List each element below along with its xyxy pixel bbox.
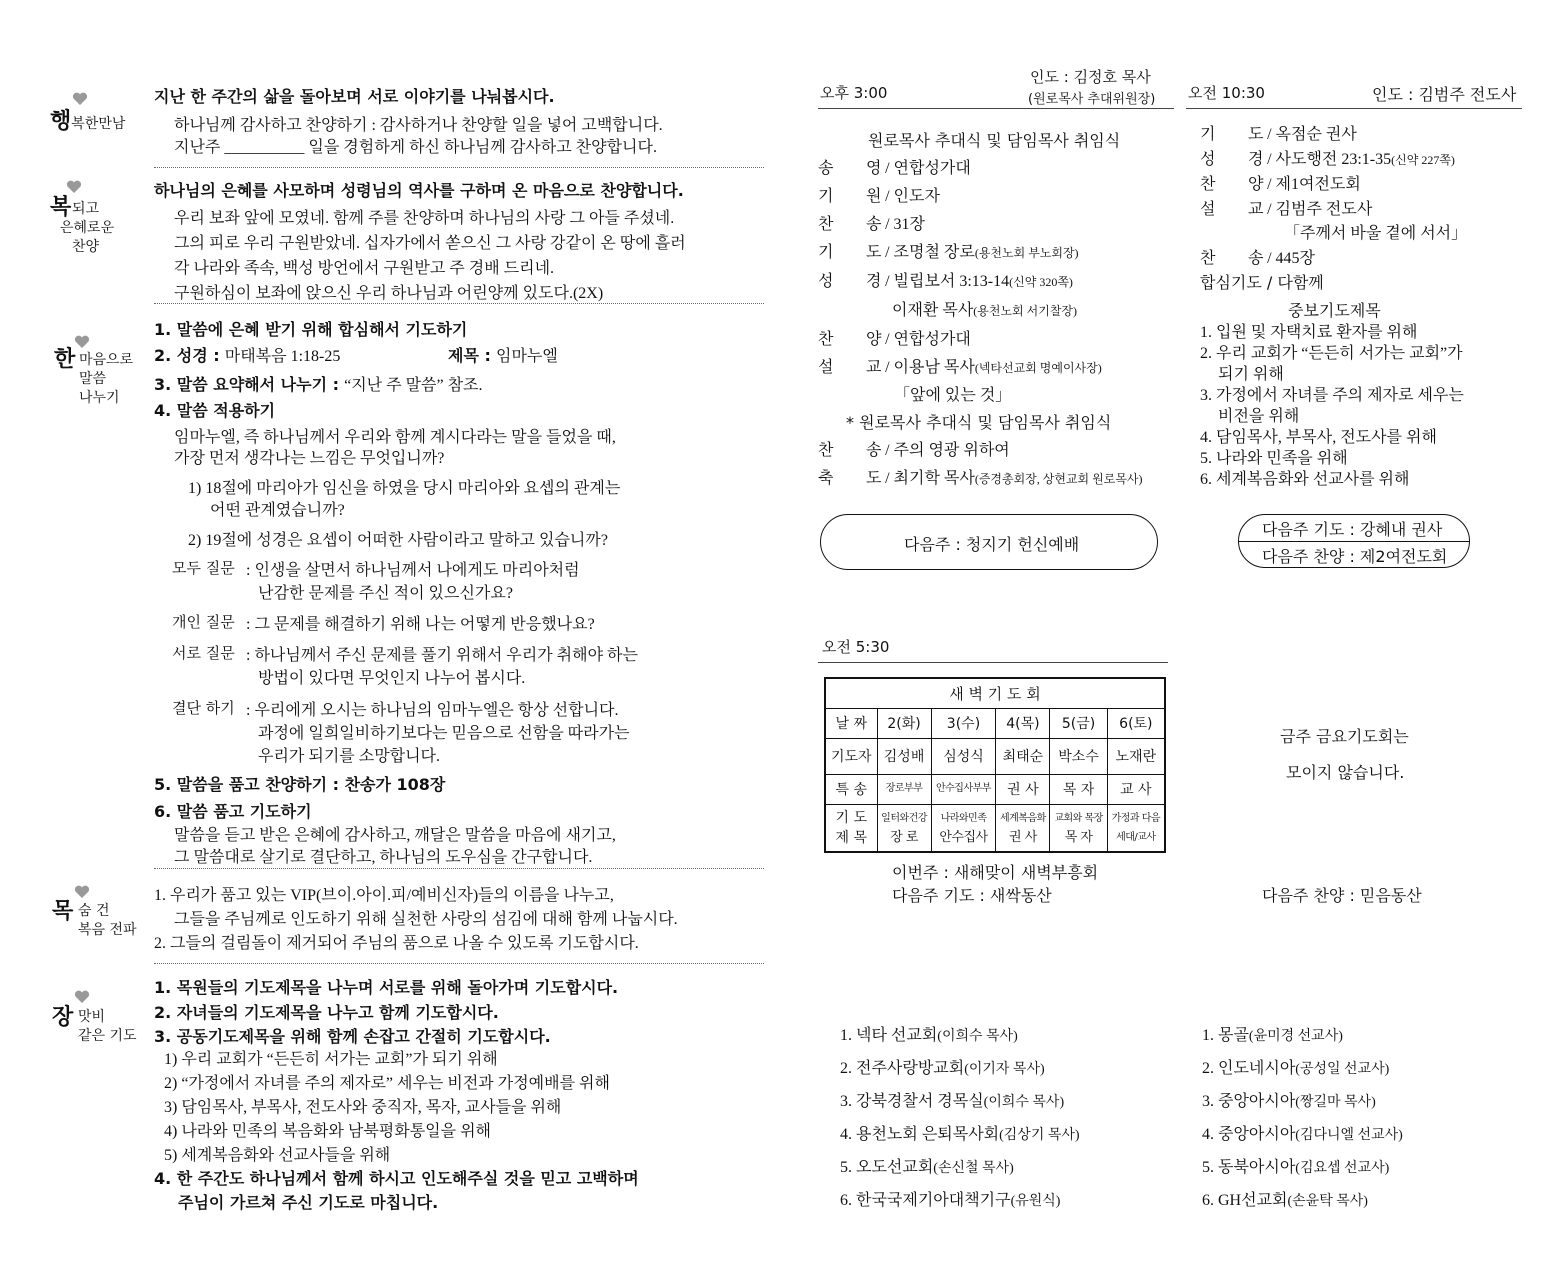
s3-q2: 2) 19절에 성경은 요셉이 어떠한 사람이라고 말하고 있습니까? — [188, 532, 608, 549]
decision-3: 우리가 되기를 소망합니다. — [258, 748, 441, 765]
am-rule — [1186, 108, 1522, 109]
pm-order — [818, 154, 1143, 493]
am-row: 설 교 / 김범주 전도사 — [1200, 199, 1373, 218]
personal-question-1: : 그 문제를 해결하기 위해 나는 어떻게 반응했나요? — [246, 616, 595, 633]
mission-item: 5. 동북아시아(김요셉 선교사) — [1202, 1159, 1390, 1176]
am-next-divider — [1238, 541, 1470, 542]
missions-right — [1202, 1020, 1403, 1218]
am-inter-list: 1. 입원 및 자택치료 환자를 위해 2. 우리 교회가 “든든히 서가는 교회”가 되기 위해 3. 가정에서 자녀를 주의 제자로 세우는 비전을 위해 4. 담임목사, 부목사, 전도사를 위해 5. 나라와 민족을 위해 6. 세계복음화와 선교사를 위해 — [1200, 324, 1464, 488]
pm-row: 성 경 / 빌립보서 3:13-14(신약 320쪽) — [818, 271, 1073, 290]
pm-leader-sub: (원로목사 추대위원장) — [1028, 92, 1156, 107]
pm-row: 기 도 / 조명철 장로(용천노회 부노회장) — [818, 242, 1079, 261]
all-question-1: : 인생을 살면서 하나님께서 나에게도 마리아처럼 — [246, 562, 580, 579]
s3-q1b: 어떤 관계였습니까? — [210, 502, 345, 519]
pm-row: 축 도 / 최기학 목사(증경총회장, 상현교회 원로목사) — [818, 468, 1143, 487]
friday-line2: 모이지 않습니다. — [1286, 763, 1405, 782]
heart-icon — [74, 335, 90, 349]
am-inter-title: 중보기도제목 — [1288, 301, 1381, 320]
dawn-special-row: 특 송 장로부부 안수집사부부 권 사 목 자 교 사 — [825, 774, 1165, 804]
s4-l2: 그들을 주님께로 인도하기 위해 실천한 사랑의 섬김에 대해 함께 나눕시다. — [174, 911, 678, 928]
section-big-2: 복 — [50, 195, 72, 220]
section-big-3: 한 — [54, 347, 76, 372]
all-question-label: 모두 질문 — [172, 559, 235, 577]
am-row: 찬 송 / 445장 — [1200, 248, 1315, 267]
section-side-5: 맛비 같은 기도 — [78, 1009, 137, 1044]
am-order — [1200, 122, 1467, 295]
dawn-rule — [818, 662, 1168, 663]
divider — [154, 303, 764, 304]
s3-item6: 6. 말씀 품고 기도하기 — [154, 802, 312, 821]
mission-item: 6. GH선교회(손윤탁 목사) — [1202, 1192, 1368, 1209]
s3-item6-2: 그 말씀대로 살기로 결단하고, 하나님의 도우심을 간구합니다. — [174, 849, 593, 866]
mission-item: 4. 용천노회 은퇴목사회(김상기 목사) — [840, 1126, 1080, 1143]
s2-title: 하나님의 은혜를 사모하며 성령님의 역사를 구하며 온 마음으로 찬양합니다. — [154, 181, 684, 200]
pm-row: 찬 양 / 연합성가대 — [818, 329, 971, 348]
s2-lyrics: 우리 보좌 앞에 모였네. 함께 주를 찬양하며 하나님의 사랑 그 아들 주셨네. 그의 피로 우리 구원받았네. 십자가에서 쏟으신 그 사랑 강같이 온 땅에 흘러 각 나라와 족속, 백성 방언에서 구원받고 주 경배 드리네. 구원하심이 보좌에 앉으신 우리 하나님과 어린양께 있도다.(2X) — [174, 210, 686, 302]
am-sermon-title: 「주께서 바울 곁에 서서」 — [1284, 225, 1468, 242]
pm-next: 다음주 : 청지기 헌신예배 — [904, 535, 1080, 554]
dawn-title: 새 벽 기 도 회 — [825, 678, 1165, 708]
am-row: 찬 양 / 제1여전도회 — [1200, 174, 1361, 193]
mission-item: 3. 중앙아시아(짱길마 목사) — [1202, 1093, 1376, 1110]
section-label-1: 행복한만남 — [50, 109, 126, 134]
section-side-4: 숨 건 복음 전파 — [78, 903, 137, 938]
pm-reader: 이재환 목사(용천노회 서기찰장) — [892, 302, 1078, 319]
pm-rule — [818, 108, 1174, 109]
s3-item1: 1. 말씀에 은혜 받기 위해 합심해서 기도하기 — [154, 320, 468, 339]
heart-icon — [74, 885, 90, 899]
s1-title: 지난 한 주간의 삶을 돌아보며 서로 이야기를 나눠봅시다. — [154, 87, 555, 106]
s5-sublist: 1) 우리 교회가 “든든히 서가는 교회”가 되기 위해 2) “가정에서 자녀를 주의 제자로” 세우는 비전과 가정예배를 위해 3) 담임목사, 부목사, 전도사와 중직자, 목자, 교사들을 위해 4) 나라와 민족의 복음화와 남북평화통일을 위해 5) 세계복음화와 선교사들을 위해 — [164, 1051, 610, 1164]
dawn-time: 오전 5:30 — [822, 638, 890, 656]
pm-row: 찬 송 / 31장 — [818, 214, 925, 233]
pm-row: 기 원 / 인도자 — [818, 186, 940, 205]
s3-item3: 3. 말씀 요약해서 나누기 : “지난 주 말씀” 참조. — [154, 375, 483, 394]
friday-next-praise: 다음주 찬양 : 믿음동산 — [1262, 886, 1422, 905]
pm-title: 원로목사 추대식 및 담임목사 취임식 — [868, 131, 1121, 150]
decision-2: 과정에 일희일비하기보다는 믿음으로 선함을 따라가는 — [258, 725, 630, 742]
dawn-next-prayer: 다음주 기도 : 새싹동산 — [892, 886, 1052, 905]
s3-intro2: 가장 먼저 생각나는 느낌은 무엇입니까? — [174, 450, 445, 467]
mission-item: 2. 인도네시아(공성일 선교사) — [1202, 1060, 1390, 1077]
mission-item: 3. 강북경찰서 경목실(이희수 목사) — [840, 1093, 1065, 1110]
s3-item6-1: 말씀을 듣고 받은 은혜에 감사하고, 깨달은 말씀을 마음에 새기고, — [174, 827, 616, 844]
pm-row: 송 영 / 연합성가대 — [818, 158, 971, 177]
s1-line2: 지난주 __________ 일을 경험하게 하신 하나님께 감사하고 찬양합니다. — [174, 139, 657, 156]
missions-left — [840, 1020, 1080, 1218]
s5-b3: 3. 공동기도제목을 위해 함께 손잡고 간절히 기도합시다. — [154, 1027, 551, 1046]
mission-item: 1. 넥타 선교회(이희수 목사) — [840, 1027, 1018, 1044]
mission-item: 2. 전주사랑방교회(이기자 목사) — [840, 1060, 1045, 1077]
am-joint-prayer: 합심기도 / 다함께 — [1200, 273, 1324, 292]
am-time: 오전 10:30 — [1188, 84, 1265, 102]
s1-line1: 하나님께 감사하고 찬양하기 : 감사하거나 찬양할 일을 넣어 고백합니다. — [174, 117, 663, 134]
dawn-topic-row: 기 도 제 목 일터와건강 장 로 나라와민족 안수집사 세계복음화 권 사 교회와 목장 목 자 가정과 다음 세대/교사 — [825, 804, 1165, 852]
mission-item: 5. 오도선교회(손신철 목사) — [840, 1159, 1014, 1176]
mutual-question-1: : 하나님께서 주신 문제를 풀기 위해서 우리가 취해야 하는 — [246, 647, 638, 664]
mutual-question-2: 방법이 있다면 무엇인지 나누어 봅시다. — [258, 670, 526, 687]
friday-line1: 금주 금요기도회는 — [1280, 727, 1409, 746]
all-question-2: 난감한 문제를 주신 적이 있으신가요? — [258, 585, 513, 602]
decision-1: : 우리에게 오시는 하나님의 임마누엘은 항상 선합니다. — [246, 702, 619, 719]
s3-item5: 5. 말씀을 품고 찬양하기 : 찬송가 108장 — [154, 775, 446, 794]
section-side-2: 되고 은혜로운 찬양 — [60, 201, 115, 255]
pm-time: 오후 3:00 — [820, 84, 888, 102]
am-row: 기 도 / 옥점순 권사 — [1200, 124, 1357, 143]
pm-row: 설 교 / 이용남 목사(넥타선교회 명예이사장) — [818, 357, 1102, 376]
s5-b2: 2. 자녀들의 기도제목을 나누고 함께 기도합시다. — [154, 1003, 499, 1022]
s3-item4: 4. 말씀 적용하기 — [154, 401, 276, 420]
heart-icon — [74, 990, 90, 1004]
s3-item2-title: 제목 : 임마누엘 — [448, 346, 558, 365]
am-next-praise: 다음주 찬양 : 제2여전도회 — [1262, 547, 1448, 566]
divider — [154, 963, 764, 964]
s4-l3: 2. 그들의 걸림돌이 제거되어 주님의 품으로 나올 수 있도록 기도합시다. — [154, 935, 639, 952]
dawn-table — [824, 677, 1166, 853]
pm-leader: 인도 : 김정호 목사 — [1030, 68, 1151, 86]
section-big-4: 목 — [52, 899, 74, 924]
mission-item: 4. 중앙아시아(김다니엘 선교사) — [1202, 1126, 1403, 1143]
dawn-date-row: 날 짜 2(화) 3(수) 4(목) 5(금) 6(토) — [825, 708, 1165, 738]
am-leader: 인도 : 김범주 전도사 — [1372, 85, 1517, 104]
s5-b1: 1. 목원들의 기도제목을 나누며 서로를 위해 돌아가며 기도합시다. — [154, 978, 619, 997]
pm-sermon-title: 「앞에 있는 것」 — [894, 387, 1012, 404]
am-row: 성 경 / 사도행전 23:1-35(신약 227쪽) — [1200, 149, 1455, 168]
divider — [154, 868, 764, 869]
decision-label: 결단 하기 — [172, 699, 235, 717]
mission-item: 6. 한국국제기아대책기구(유원식) — [840, 1192, 1061, 1209]
dawn-prayer-row: 기도자 김성배 심성식 최태순 박소수 노재란 — [825, 738, 1165, 774]
s5-b4a: 4. 한 주간도 하나님께서 함께 하시고 인도해주실 것을 믿고 고백하며 — [154, 1169, 639, 1188]
pm-row: 찬 송 / 주의 영광 위하여 — [818, 440, 1010, 459]
s5-b4b: 주님이 가르쳐 주신 기도로 마칩니다. — [178, 1193, 439, 1212]
dawn-this-week: 이번주 : 새해맞이 새벽부흥회 — [892, 863, 1099, 882]
s3-item2: 2. 성경 : 마태복음 1:18-25 — [154, 346, 341, 365]
pm-ceremony: * 원로목사 추대식 및 담임목사 취임식 — [846, 413, 1112, 432]
s3-intro1: 임마누엘, 즉 하나님께서 우리와 함께 계시다라는 말을 들었을 때, — [174, 429, 616, 446]
mission-item: 1. 몽골(윤미경 선교사) — [1202, 1027, 1343, 1044]
divider — [154, 167, 764, 168]
mutual-question-label: 서로 질문 — [172, 644, 235, 662]
s4-l1: 1. 우리가 품고 있는 VIP(브이.아이.피/예비신자)들의 이름을 나누고, — [154, 887, 614, 904]
s3-q1a: 1) 18절에 마리아가 임신을 하였을 당시 마리아와 요셉의 관계는 — [188, 480, 621, 497]
am-next-prayer: 다음주 기도 : 강혜내 권사 — [1262, 520, 1443, 539]
section-side-3: 마음으로 말씀 나누기 — [79, 352, 134, 406]
personal-question-label: 개인 질문 — [172, 613, 235, 631]
section-big-5: 장 — [52, 1005, 74, 1030]
